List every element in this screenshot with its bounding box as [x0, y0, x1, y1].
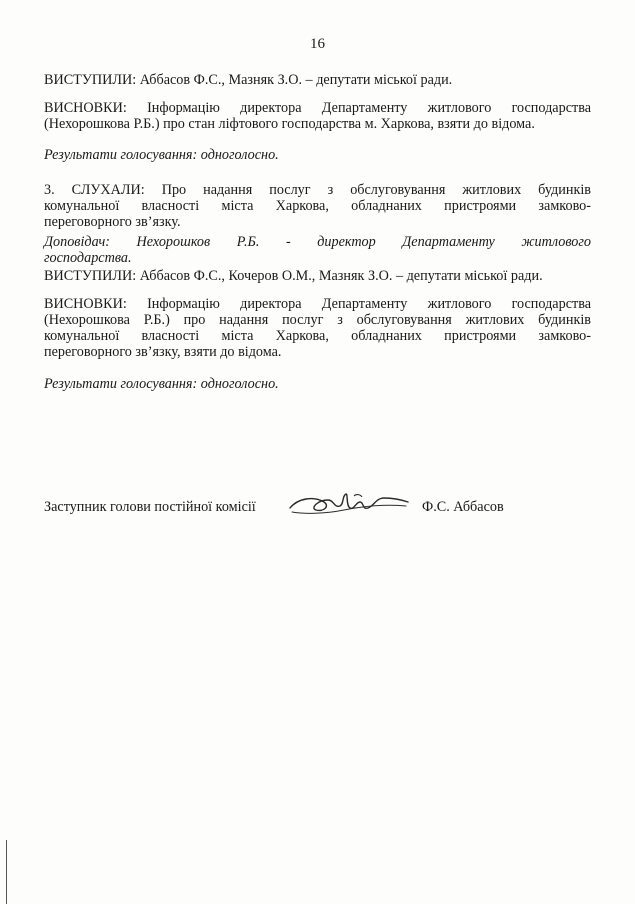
speakers-block-1 [44, 72, 591, 88]
heard-line-2: комунальної власності міста Харкова, обладнаних пристроями замково- [44, 198, 591, 214]
conclusions-line-3: комунальної власності міста Харкова, обладнаних пристроями замково- [44, 328, 591, 344]
speakers-text: Аббасов Ф.С., Кочеров О.М., Мазняк З.О. – депутати міської ради. [136, 268, 543, 284]
speaker-line-2: господарства. [44, 250, 132, 266]
conclusions-line-2: (Нехорошкова Р.Б.) про стан ліфтового господарства м. Харкова, взяти до відома. [44, 116, 535, 132]
conclusions-label: ВИСНОВКИ: [44, 296, 127, 312]
vote-result-block-1 [44, 147, 591, 163]
conclusions-line-2: (Нехорошкова Р.Б.) про надання послуг з обслуговування житлових будинків [44, 312, 591, 328]
heard-block-3 [44, 182, 591, 230]
handwritten-signature-icon [284, 488, 414, 522]
conclusions-label: ВИСНОВКИ: [44, 100, 127, 116]
speakers-block-2 [44, 268, 591, 284]
vote-result-label: Результати голосування: [44, 147, 198, 163]
heard-line-3: переговорного зв’язку. [44, 214, 181, 230]
heard-line-1: Про надання послуг з обслуговування житлових будинків [161, 182, 591, 198]
conclusions-line-4: переговорного зв’язку, взяти до відома. [44, 344, 282, 360]
speaker-block [44, 234, 591, 266]
item-number: 3. [44, 182, 55, 198]
signatory-name: Ф.С. Аббасов [422, 499, 504, 515]
signatory-position: Заступник голови постійної комісії [44, 499, 256, 515]
vote-result-block-2 [44, 376, 591, 392]
page-number: 16 [310, 36, 325, 52]
conclusions-line-1: Інформацію директора Департаменту житлового господарства [147, 296, 591, 312]
conclusions-line-1: Інформацію директора Департаменту житлового господарства [147, 100, 591, 116]
conclusions-block-1 [44, 100, 591, 132]
vote-result-text: одноголосно. [197, 147, 279, 163]
speakers-text: Аббасов Ф.С., Мазняк З.О. – депутати міської ради. [136, 72, 453, 88]
conclusions-block-2 [44, 296, 591, 360]
heard-label: СЛУХАЛИ: [71, 182, 145, 198]
vote-result-text: одноголосно. [197, 376, 279, 392]
scan-edge-line [6, 840, 7, 904]
speakers-label: ВИСТУПИЛИ: [44, 268, 137, 284]
signature-row [44, 488, 591, 528]
speaker-line-1: Нехорошков Р.Б. - директор Департаменту житлового [136, 234, 592, 250]
speaker-label: Доповідач: [44, 234, 110, 250]
speakers-label: ВИСТУПИЛИ: [44, 72, 137, 88]
vote-result-label: Результати голосування: [44, 376, 198, 392]
